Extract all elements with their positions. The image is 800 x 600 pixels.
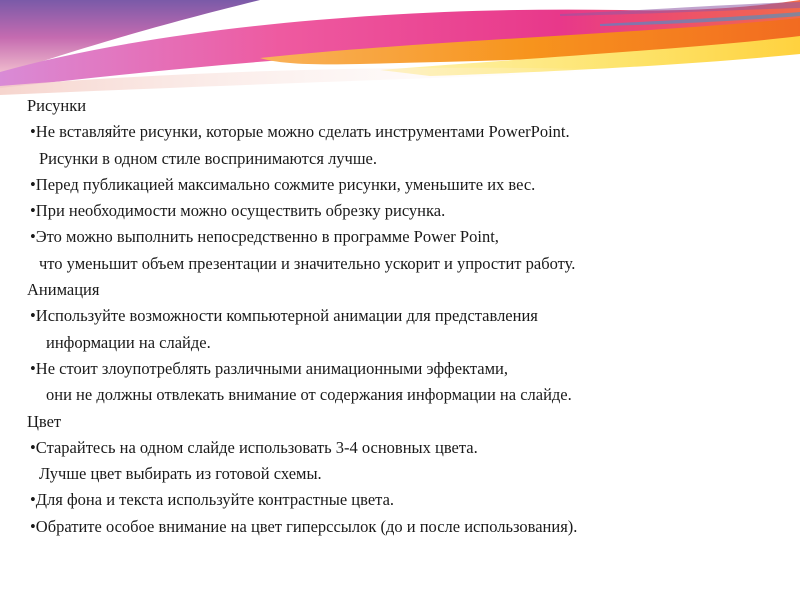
bullet-text: Старайтесь на одном слайде использовать 3-4 основных цвета. <box>35 437 478 457</box>
bullet-item <box>26 435 786 461</box>
bullet-dot-icon: • <box>30 516 36 536</box>
bullet-item <box>26 172 786 198</box>
bullet-item <box>26 303 786 329</box>
bullet-continuation-text: они не должны отвлекать внимание от содержания информации на слайде. <box>46 385 572 405</box>
bullet-text: Не стоит злоупотреблять различными анимационными эффектами, <box>35 358 508 378</box>
bullet-text: При необходимости можно осуществить обрезку рисунка. <box>35 201 446 221</box>
bullet-continuation-text: Рисунки в одном стиле воспринимаются лучше. <box>39 148 378 168</box>
slide-body <box>26 93 786 540</box>
bullet-continuation-text: что уменьшит объем презентации и значительно ускорит и упростит работу. <box>39 253 576 273</box>
bullet-continuation <box>26 461 786 487</box>
bullet-continuation <box>26 251 786 277</box>
bullet-item <box>26 119 786 145</box>
bullet-item <box>26 198 786 224</box>
bullet-dot-icon: • <box>30 490 36 510</box>
bullet-item <box>26 514 786 540</box>
section-heading <box>26 93 786 119</box>
section-heading-text: Анимация <box>27 280 100 300</box>
bullet-text: Используйте возможности компьютерной анимации для представления <box>35 306 538 326</box>
bullet-continuation-text: информации на слайде. <box>46 332 211 352</box>
bullet-dot-icon: • <box>30 227 36 247</box>
section-heading <box>26 277 786 303</box>
bullet-text: Не вставляйте рисунки, которые можно сделать инструментами PowerPoint. <box>35 122 570 142</box>
section-heading <box>26 409 786 435</box>
bullet-dot-icon: • <box>30 174 36 194</box>
decorative-banner <box>0 0 800 95</box>
bullet-dot-icon: • <box>30 437 36 457</box>
bullet-text: Это можно выполнить непосредственно в программе Power Point, <box>35 227 499 247</box>
bullet-continuation <box>26 146 786 172</box>
bullet-item <box>26 356 786 382</box>
bullet-dot-icon: • <box>30 358 36 378</box>
bullet-continuation <box>26 330 786 356</box>
bullet-dot-icon: • <box>30 306 36 326</box>
section-heading-text: Рисунки <box>27 96 87 115</box>
bullet-continuation <box>26 382 786 408</box>
bullet-item <box>26 224 786 250</box>
section-heading-text: Цвет <box>27 411 62 431</box>
bullet-text: Для фона и текста используйте контрастные цвета. <box>35 490 395 510</box>
bullet-dot-icon: • <box>30 201 36 221</box>
bullet-text: Перед публикацией максимально сожмите рисунки, уменьшите их вес. <box>35 174 536 194</box>
bullet-continuation-text: Лучше цвет выбирать из готовой схемы. <box>39 464 322 484</box>
bullet-item <box>26 487 786 513</box>
bullet-dot-icon: • <box>30 122 36 142</box>
bullet-text: Обратите особое внимание на цвет гиперссылок (до и после использования). <box>35 516 578 536</box>
